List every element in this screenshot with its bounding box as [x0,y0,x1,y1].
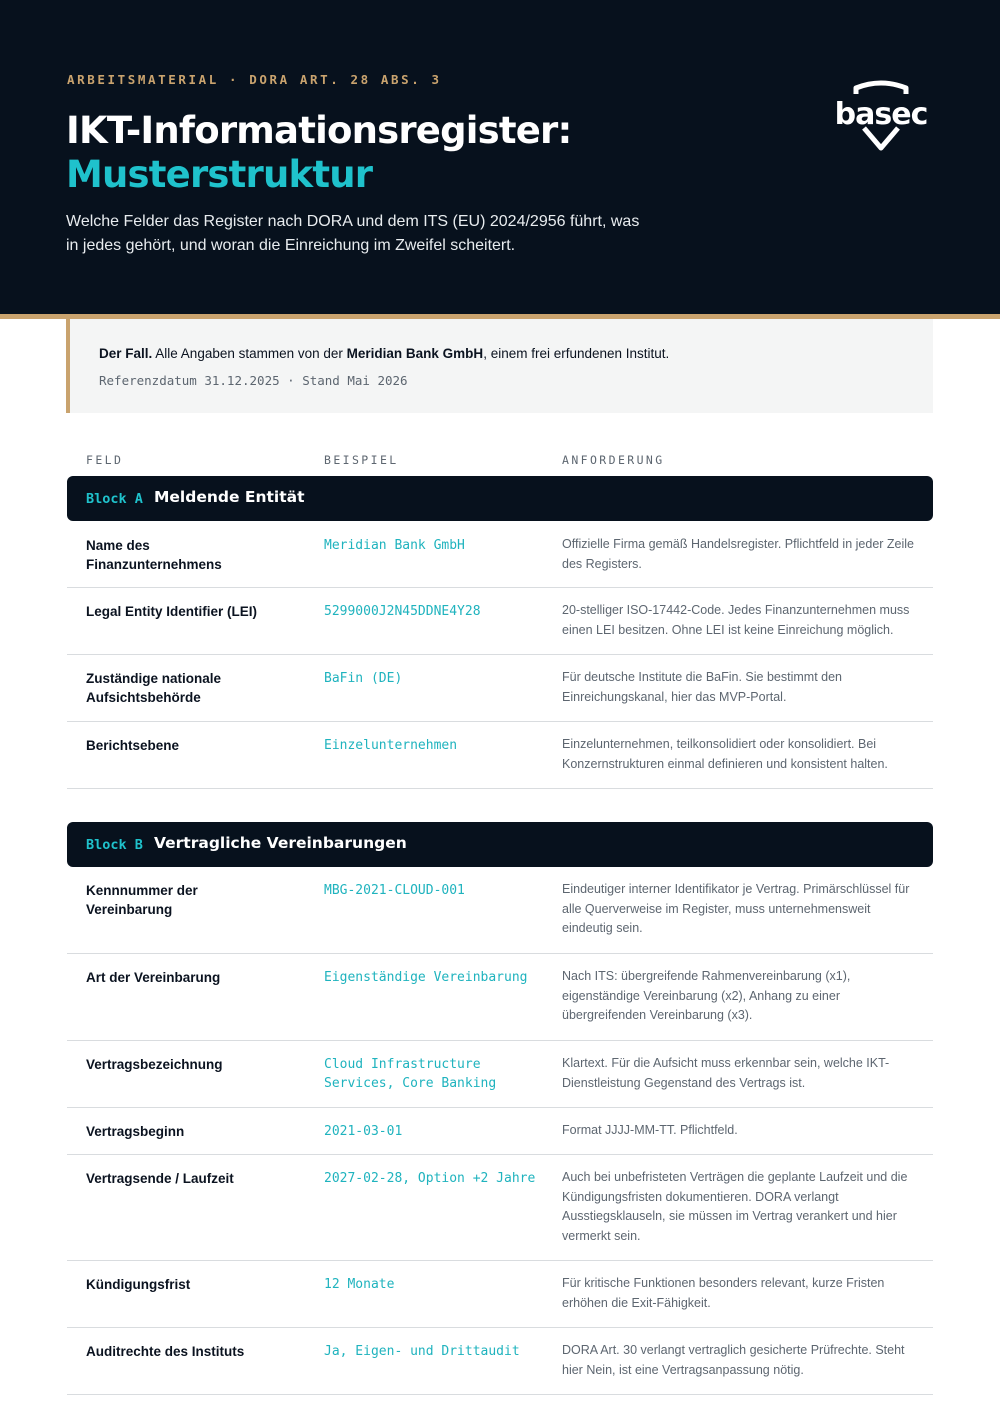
block-title: Vertragliche Vereinbarungen [154,834,407,852]
field-name: Art der Vereinbarung [86,970,221,985]
field-requirement: Für deutsche Institute die BaFin. Sie bestimmt den Einreichungskanal, hier das MVP-Portal. [562,670,842,704]
case-box [66,319,933,413]
table-row [67,722,933,789]
block-b-header [67,822,933,867]
case-company: Meridian Bank GmbH [346,346,484,361]
table-row [67,1041,933,1108]
case-label: Der Fall. [99,346,153,361]
field-name: Legal Entity Identifier (LEI) [86,604,258,619]
field-requirement: Klartext. Für die Aufsicht muss erkennbar sein, welche IKT-Dienstleistung Gegenstand des Vertrags ist. [562,1056,890,1090]
field-example: 5299000J2N45DDNE4Y28 [324,604,481,619]
field-requirement: DORA Art. 30 verlangt vertraglich gesicherte Prüfrechte. Steht hier Nein, ist eine Vertragsanpassung nötig. [562,1343,905,1377]
logo-text: basec [834,97,928,132]
page-header [0,0,1000,314]
field-name: Zuständige nationale Aufsichtsbehörde [86,671,222,705]
table-row [67,954,933,1041]
block-code: Block A [86,491,143,507]
field-requirement: Für kritische Funktionen besonders relevant, kurze Fristen erhöhen die Exit-Fähigkeit. [562,1276,885,1310]
block-code: Block B [86,837,143,853]
block-title: Meldende Entität [154,488,305,506]
field-requirement: 20-stelliger ISO-17442-Code. Jedes Finanzunternehmen muss einen LEI besitzen. Ohne LEI ist keine Einreichung möglich. [562,603,910,637]
column-header-field: FELD [86,453,124,467]
shield-icon [856,83,906,94]
table-row [67,655,933,722]
field-requirement: Nach ITS: übergreifende Rahmenvereinbarung (x1), eigenständige Vereinbarung (x2), Anhang zu einer übergreifenden Vereinbarung (x3). [562,969,851,1022]
table-row [67,1108,933,1155]
field-name: Kennnummer der Vereinbarung [86,883,198,917]
case-meta: Referenzdatum 31.12.2025 · Stand Mai 2026 [99,373,408,388]
basec-logo [826,80,936,154]
lead-text: Welche Felder das Register nach DORA und dem ITS (EU) 2024/2956 führt, was in jedes gehört, und woran die Einreichung im Zweifel scheitert. [66,213,640,254]
field-requirement: Eindeutiger interner Identifikator je Vertrag. Primärschlüssel für alle Querverweise im Register, muss unternehmensweit eindeutig sein. [562,882,910,935]
field-name: Vertragsbeginn [86,1124,185,1139]
field-example: Ja, Eigen- und Drittaudit [324,1344,520,1359]
table-row [67,1261,933,1328]
table-row [67,588,933,655]
field-requirement: Auch bei unbefristeten Verträgen die geplante Laufzeit und die Kündigungsfristen dokumentieren. DORA verlangt Ausstiegsklauseln, sie müssen im Vertrag verankert und hier vermerkt sein. [562,1170,908,1243]
field-example: MBG-2021-CLOUD-001 [324,883,465,898]
table-row [67,1155,933,1261]
field-name: Vertragsende / Laufzeit [86,1171,234,1186]
case-description: Der Fall. Alle Angaben stammen von der Meridian Bank GmbH, einem frei erfundenen Institut. [99,346,670,361]
field-example: 2027-02-28, Option +2 Jahre [324,1171,536,1186]
field-name: Auditrechte des Instituts [86,1344,245,1359]
field-example: Meridian Bank GmbH [324,538,465,553]
column-header-example: BEISPIEL [324,453,399,467]
field-example: 12 Monate [324,1277,395,1292]
field-name: Berichtsebene [86,738,180,753]
field-requirement: Format JJJJ-MM-TT. Pflichtfeld. [562,1123,738,1137]
column-header-requirement: ANFORDERUNG [562,453,665,467]
field-example: Eigenständige Vereinbarung [324,970,528,985]
field-requirement: Offizielle Firma gemäß Handelsregister. Pflichtfeld in jeder Zeile des Registers. [562,537,914,571]
field-example: Cloud Infrastructure Services, Core Banking [324,1057,497,1091]
field-name: Vertragsbezeichnung [86,1057,223,1072]
table-row [67,868,933,954]
field-requirement: Einzelunternehmen, teilkonsolidiert oder konsolidiert. Bei Konzernstrukturen einmal definieren und konsistent halten. [562,737,888,771]
table-row [67,1328,933,1395]
table-row [67,522,933,588]
field-example: Einzelunternehmen [324,738,458,753]
eyebrow: ARBEITSMATERIAL · DORA ART. 28 ABS. 3 [67,72,442,87]
field-name: Name des Finanzunternehmens [86,538,222,572]
block-a-header [67,476,933,521]
page-title: IKT-Informationsregister: [66,109,572,152]
field-name: Kündigungsfrist [86,1277,191,1292]
field-example: 2021-03-01 [324,1124,403,1139]
field-example: BaFin (DE) [324,671,403,686]
page-subtitle: Musterstruktur [66,153,373,196]
